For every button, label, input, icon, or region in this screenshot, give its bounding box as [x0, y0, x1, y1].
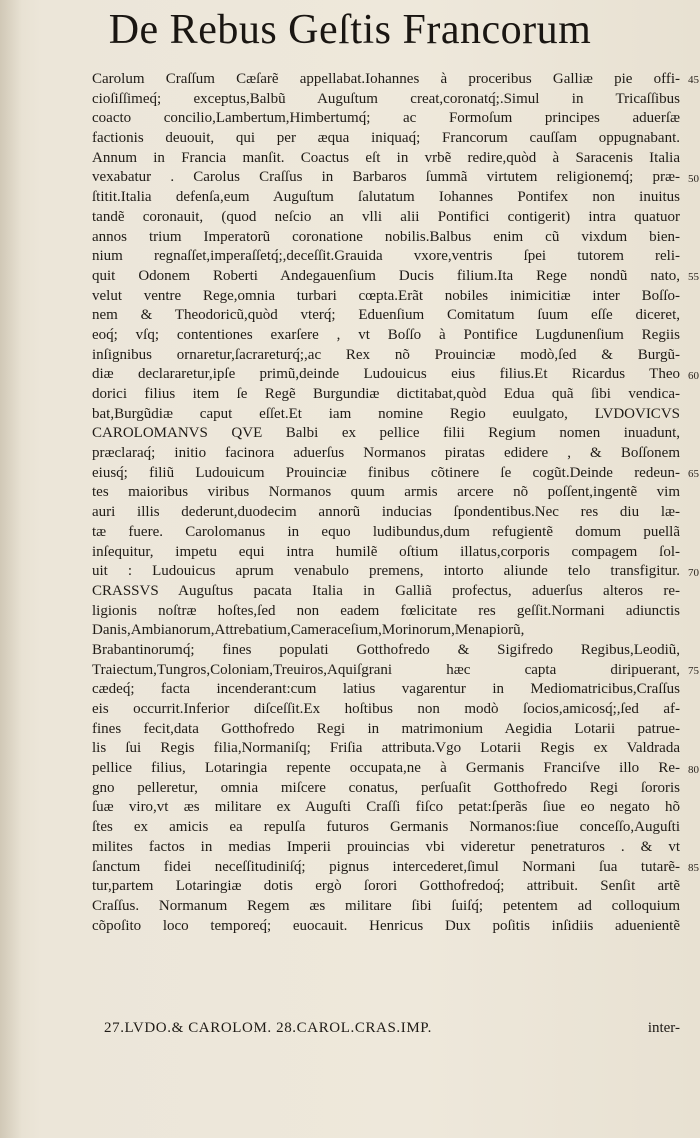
text-line: nem & Theodoricũ,quòd vterq́; Eduenſium Comitatum ſuum eſſe diceret,	[92, 307, 680, 324]
text-line: inſignibus ornaretur,ſacrareturq́;,ac Rex nõ Prouinciæ modò,ſed & Burgũ-	[92, 346, 680, 363]
text-line: Danis,Ambianorum,Attrebatium,Cameraceſium,Morinorum,Menapiorũ,	[92, 622, 525, 639]
text-line: præclaraq́; initio facinora aduerſus Normanos piratas edidere , & Boſſonem	[92, 445, 680, 462]
text-line: cædeq́; facta incenderant:cum latius vagarentur in Mediomatricibus,Craſſus	[92, 681, 680, 698]
text-line: milites factos in medias Imperii prouincias vbi videretur penetraturos . & vt	[92, 838, 680, 855]
text-line: diæ declararetur,ipſe primũ,deinde Ludouicus eius filius.Et Ricardus Theo	[92, 366, 680, 383]
text-line: gno pelleretur, omnia miſcere conatus, perſuaſit Gotthofredo Regi ſororis	[92, 779, 680, 796]
text-line: ſtitit.Italia defenſa,eum Auguſtum ſalutatum Iohannes Pontifex non inuitus	[92, 189, 680, 206]
margin-line-number: 50	[688, 172, 699, 185]
margin-line-number: 80	[688, 763, 699, 776]
text-line: tandẽ coronauit, (quod neſcio an vlli alii Pontifici contigerit) intra quatuor	[92, 208, 680, 225]
margin-line-number: 85	[688, 862, 699, 874]
text-line: auri illis dederunt,duodecim annorũ inducias ſpondentibus.Nec res diu læ-	[92, 504, 680, 521]
text-line: Craſſus. Normanum Regem æs militare ſibi ſuiſq́; petentem ad colloquium	[92, 897, 680, 914]
text-line: nium regnaſſet,imperaſſetq́;,deceſſit.Grauida vxore,ventris ſpei tutorem reli-	[92, 248, 680, 265]
signature-mark: 27.LVDO.& CAROLOM. 28.CAROL.CRAS.IMP.	[104, 1020, 432, 1036]
text-line: tæ fuere. Carolomanus in equo ludibundus,dum refugientẽ domum puellã	[92, 523, 680, 540]
text-line: tes maioribus viribus Normanos quum armis arcere nõ poſſent,ingentẽ vim	[92, 484, 680, 501]
text-line: ſanctum fidei neceſſitudiniſq́; pignus intercederet,ſimul Normani ſua tutarẽ-	[92, 858, 680, 875]
text-line: coacto concilio,Lambertum,Himbertumq́; ac Formoſum principes aduerſæ	[92, 110, 680, 127]
text-line: eiusq́; filiũ Ludouicum Prouinciæ finibus cõtinere ſe cogũt.Deinde redeun-	[92, 464, 680, 481]
text-line: inſequitur, impetu equi intra humilẽ oſtium illatus,corporis compagem ſol-	[92, 543, 680, 560]
margin-line-number: 65	[688, 468, 699, 480]
page-footer	[104, 1017, 680, 1039]
text-line: uit : Ludouicus aprum venabulo premens, intorto aliunde telo transfigitur.	[92, 563, 680, 580]
text-line: factionis deuouit, qui per æqua iniquaq́; Francorum cauſſam oppugnabant.	[92, 130, 680, 147]
text-line: bat,Burgũdiæ caput eſſet.Et iam nomine Regio euulgato, LVDOVICVS	[92, 405, 680, 422]
text-line: fines fecit,data Gotthofredo Regi in matrimonium Aegidia Lotarii patrue-	[92, 720, 680, 737]
margin-line-number: 45	[688, 74, 699, 86]
margin-line-number: 55	[688, 271, 699, 283]
text-line: CRASSVS Auguſtus pacata Italia in Galliã profectus, aduerſus alteros re-	[92, 582, 680, 599]
text-line: eis occurrit.Inferior diſceſſit.Ex hoſtibus non modò ſocios,amicosq́;,ſed af-	[92, 701, 680, 717]
text-line: pellice filius, Lotaringia repente occupata,ne à Germanis Franciſve illo Re-	[92, 760, 680, 777]
text-line: CAROLOMANVS QVE Balbi ex pellice filii Regium nomen inuadunt,	[92, 425, 680, 442]
text-line: ſuæ viro,vt æs militare ex Auguſti Craſſi fiſco petat:ſperãs ſiue eo negato hõ	[92, 799, 680, 816]
body-text	[92, 70, 680, 936]
text-line: lis ſui Regis filia,Normaniſq; Friſia attributa.Vgo Lotarii Regis ex Valdrada	[92, 740, 680, 757]
margin-line-number: 60	[688, 369, 699, 382]
margin-line-number: 70	[688, 566, 699, 579]
gutter-shadow	[0, 0, 22, 1138]
text-line: Traiectum,Tungros,Coloniam,Treuiros,Aquiſgrani hæc capta diripuerant,	[92, 661, 680, 678]
text-line: velut ventre Rege,omnia turbari cœpta.Erãt nobiles inimicitiæ inter Boſſo-	[92, 287, 680, 304]
text-line: Carolum Craſſum Cæſarẽ appellabat.Iohannes à proceribus Galliæ pie offi-	[92, 71, 680, 87]
text-line: ſtes ex amicis ea repulſa futuros Germanis Normanos:ſiue conceſſo,Auguſti	[92, 819, 680, 836]
text-line: Brabantinorumq́; fines populati Gotthofredo & Sigifredo Regibus,Leodiũ,	[92, 641, 680, 658]
text-line: dorici filius item ſe Regẽ Burgundiæ dictitabat,quòd Edua quã ſibi vendica-	[92, 386, 680, 402]
text-line: Annum in Francia manſit. Coactus eſt in vrbẽ redire,quòd à Saracenis Italia	[92, 149, 680, 166]
text-line: quit Odonem Roberti Andegauenſium Ducis filium.Ita Rege nondũ nato,	[92, 267, 680, 284]
text-line: cõpoſito loco temporeq́; euocauit. Henricus Dux poſitis inſidiis aduenientẽ	[92, 917, 680, 934]
text-line: tur,partem Lotaringiæ dotis ergò ſorori Gotthofredoq́; attribuit. Senſit artẽ	[92, 878, 680, 895]
margin-line-number: 75	[688, 665, 699, 677]
text-line: eoq́; vſq; contentiones exarſere , vt Boſſo à Pontifice Lugdunenſium Regiis	[92, 326, 680, 343]
text-line: ligionis noſtræ hoſtes,ſed non eadem fœlicitate res geſſit.Normani adiunctis	[92, 602, 680, 619]
text-line: cioſiſſimeq́; exceptus,Balbũ Auguſtum creat,coronatq́;.Simul in Tricaſſibus	[92, 90, 680, 107]
catchword: inter-	[647, 1020, 680, 1036]
running-header-title: De Rebus Geſtis Francorum	[108, 7, 592, 53]
text-line: annos trium Imperatorũ coronatione nobilis.Balbus enim cũ vixdum bien-	[92, 228, 680, 245]
text-line: vexabatur . Carolus Craſſus in Barbaros ſummã virtutem religionemq́; præ-	[92, 169, 680, 186]
